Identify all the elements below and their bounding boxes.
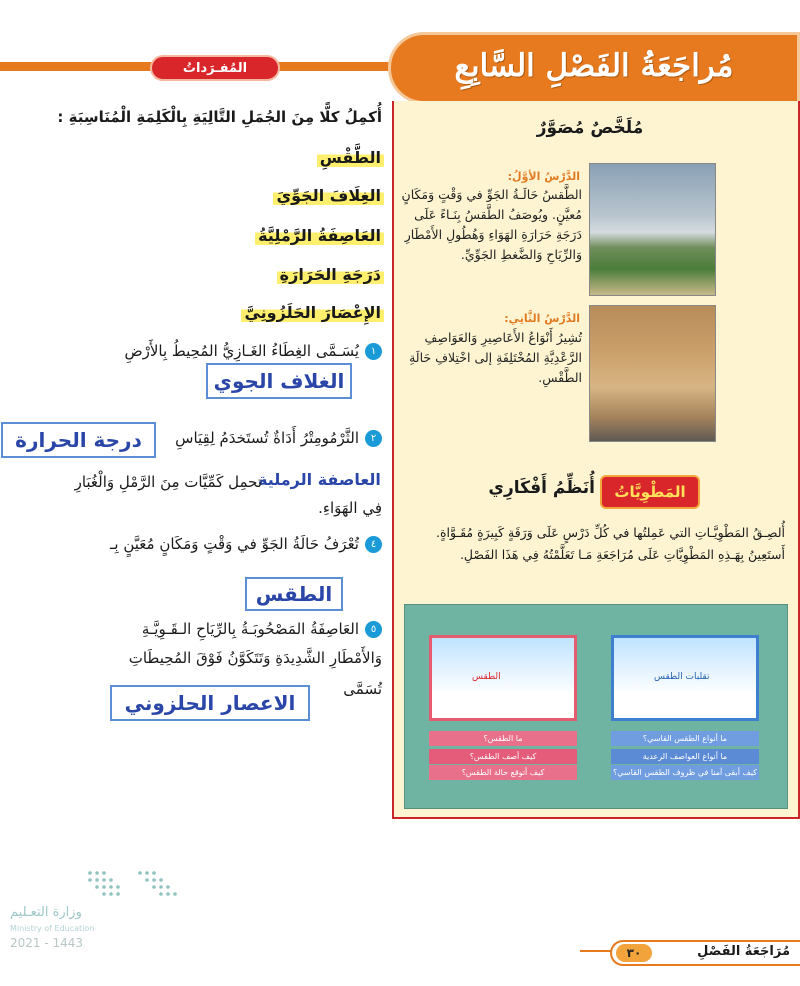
- lesson2-heading: الدَّرْسُ الثَّانِي:: [504, 312, 580, 325]
- answer-box-4[interactable]: الطقس: [245, 577, 343, 611]
- answer-box-2[interactable]: درجة الحرارة: [1, 422, 156, 458]
- question-text: تُسَمَّى: [343, 680, 382, 698]
- card-left-tab: ما الطقس؟: [429, 731, 577, 746]
- chapter-title: مُراجَعَةُ الفَصْلِ السَّابِعِ: [454, 48, 734, 84]
- foldable-card-right: [601, 635, 769, 797]
- card-left-tab: كيف أصف الطقس؟: [429, 749, 577, 764]
- word-bank-item: دَرَجَةِ الحَرَارَةِ: [277, 265, 384, 284]
- question-text: فِي الهَوَاءِ.: [318, 499, 382, 517]
- question-5-line2: [22, 645, 382, 671]
- lesson2-text: تُشِيرُ أَنْوَاعُ الأَعَاصِيرِ وَالعَوَاصِفِ الرَّعْدِيَّةِ المُخْتَلِفَةِ إلى اخْتِلافِ حَالَةِ الطَّقْسِ.: [409, 330, 582, 385]
- exercise-instruction: أُكمِلُ كلًّا مِنَ الجُمَلِ التَّالِيَةِ بِالْكَلِمَةِ الْمُنَاسِبَةِ :: [57, 108, 382, 126]
- word-bank-item: العَاصِفَةُ الرَّمْلِيَّةُ: [255, 226, 384, 245]
- foldable-card-left: [419, 635, 587, 797]
- question-text: وَالأَمْطَارِ الشَّدِيدَةِ وَتَتَكَوَّنُ فَوْقَ المُحِيطَاتِ: [128, 649, 382, 667]
- question-text: تحمِل كَمِّيَّات مِنَ الرَّمْلِ وَالْغُبَارِ: [74, 473, 262, 491]
- sandstorm-image: [589, 305, 716, 442]
- vocabulary-badge: المُفـرَداتُ: [150, 55, 280, 81]
- lesson1-text: الطَّقسُ حَالَـةُ الجَوِّ في وَقْتٍ وَمَكَانٍ مُعيَّنٍ. ويُوصَفُ الطَّقسُ بِنَـاءً عَلَى دَرَجَةِ حَرَارَةِ الهَوَاءِ وَهُطُولِ الأَمْطَارِ وَالرِّيَاحِ وَالضَّغطِ الجَوِّيِّ.: [401, 187, 582, 262]
- word-bank-item: الطَّقْسِ: [317, 148, 384, 167]
- question-text: الثَّرْمُومِتْرُ أَدَاةٌ تُستَخدَمُ لِقِيَاسِ: [175, 429, 359, 447]
- footer-section-name: مُرَاجَعَةُ الفَصْلِ: [697, 944, 790, 959]
- word-bank-item: الغِلَافَ الجَوِّيَ: [273, 186, 384, 205]
- answer-3[interactable]: العاصفة الرملية: [258, 470, 381, 489]
- word-bank-item: الإِعْصَارَ الحَلَزُونِيَّ: [241, 303, 384, 322]
- foldables-text: أُلصِـقُ المَطْوِيَّـاتِ التي عَمِلتُها في كُلِّ دَرْسٍ عَلَى وَرَقَةٍ كَبِيرَةٍ مُقَـوَّاةٍ. أَستَعِينُ بِهَـذِهِ المَطْوِيَّاتِ عَلَى مُرَاجَعَةِ مَـا تَعَلَّمْتُهُ فِي هَذَا الفَصْلِ.: [435, 525, 785, 562]
- foldables-image: [404, 604, 788, 809]
- card-face-right: [611, 635, 759, 721]
- question-5: [22, 616, 382, 642]
- card-left-label: الطقس: [472, 672, 501, 682]
- answer-box-5[interactable]: الاعصار الحلزوني: [110, 685, 310, 721]
- question-3-line2: [22, 495, 382, 521]
- question-number: ٥: [365, 621, 382, 638]
- ministry-name-en: Ministry of Education: [10, 924, 95, 933]
- question-number: ٤: [365, 536, 382, 553]
- ministry-logo-icon: [85, 868, 180, 898]
- question-3: [22, 469, 262, 495]
- card-face-left: [429, 635, 577, 721]
- summary-title: مُلَخَّصٌ مُصَوَّرٌ: [536, 118, 644, 138]
- ministry-year: 2021 - 1443: [10, 936, 84, 950]
- question-number: ٢: [365, 430, 382, 447]
- foldables-badge: المَطْوِيَّاتُ: [600, 475, 700, 509]
- card-left-tab: كيف أتوقع حالة الطقس؟: [429, 765, 577, 780]
- card-right-tab: ما أنواع العواصف الرعدية: [611, 749, 759, 764]
- card-right-tab: كيف أبقى آمنا في ظروف الطقس القاسي؟: [611, 765, 759, 780]
- lesson1-heading: الدَّرْسُ الأوَّلُ:: [507, 170, 580, 183]
- card-right-label: تقلبات الطقس: [654, 672, 710, 682]
- card-right-tab: ما أنواع الطقس القاسي؟: [611, 731, 759, 746]
- question-4: [22, 531, 382, 557]
- question-text: يُسَـمَّى الغِطَاءُ الغَـازِيُّ المُحِيطُ بِالأَرْضِ: [124, 342, 359, 360]
- question-text: تُعْرَفُ حَالَةُ الجَوِّ في وَقْتٍ وَمَكَانٍ مُعَيَّنٍ بِـ: [110, 535, 359, 553]
- answer-box-1[interactable]: الغلاف الجوي: [206, 363, 352, 399]
- question-number: ١: [365, 343, 382, 360]
- question-1: [22, 338, 382, 364]
- foldables-title: أُنَظِّمُ أَفْكَارِي: [488, 478, 595, 498]
- question-text: العَاصِفَةُ المَصْحُوبَـةُ بِالرِّيَاحِ الـقَـوِيَّـةِ: [141, 620, 359, 638]
- beach-storm-image: [589, 163, 716, 296]
- page-number: ٣٠: [616, 944, 652, 962]
- ministry-name: وزارة التعـليم: [10, 905, 82, 920]
